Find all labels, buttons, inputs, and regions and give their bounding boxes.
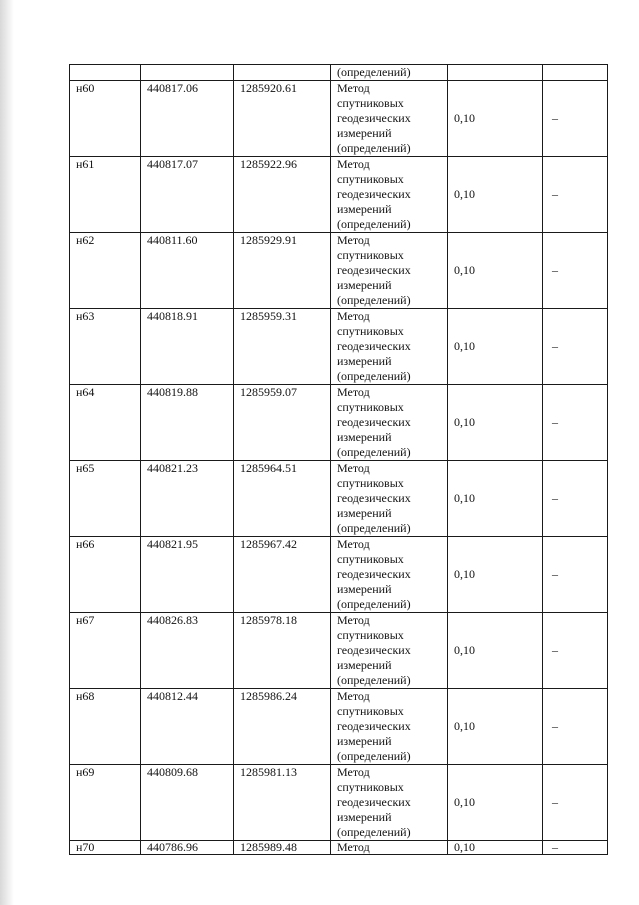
cell-method bbox=[331, 309, 448, 385]
method-line: (определений) bbox=[337, 597, 411, 611]
cell-point: н70 bbox=[70, 841, 141, 855]
table-row-partial bbox=[70, 841, 608, 855]
cell-method: Метод bbox=[331, 841, 448, 855]
cell-method bbox=[331, 613, 448, 689]
cell-point: н63 bbox=[70, 309, 141, 385]
method-line: (определений) bbox=[337, 673, 411, 687]
method-line: спутниковых bbox=[337, 704, 404, 718]
cell-method bbox=[331, 537, 448, 613]
table-row bbox=[70, 385, 608, 461]
document-page bbox=[69, 64, 607, 854]
method-line: (определений) bbox=[337, 825, 411, 839]
method-line: геодезических bbox=[337, 339, 411, 353]
method-line: спутниковых bbox=[337, 628, 404, 642]
method-line: Метод bbox=[337, 385, 370, 399]
cell-method bbox=[331, 765, 448, 841]
cell-accuracy: 0,10 bbox=[448, 765, 543, 841]
cell-point: н66 bbox=[70, 537, 141, 613]
cell-accuracy: 0,10 bbox=[448, 233, 543, 309]
cell-y bbox=[234, 65, 331, 81]
cell-method: (определений) bbox=[331, 65, 448, 81]
method-line: измерений bbox=[337, 506, 392, 520]
cell-accuracy: 0,10 bbox=[448, 841, 543, 855]
cell-x: 440821.23 bbox=[141, 461, 234, 537]
table-row bbox=[70, 233, 608, 309]
cell-method bbox=[331, 385, 448, 461]
method-line: (определений) bbox=[337, 521, 411, 535]
cell-note: – bbox=[543, 537, 608, 613]
cell-method bbox=[331, 233, 448, 309]
method-line: геодезических bbox=[337, 567, 411, 581]
cell-y: 1285981.13 bbox=[234, 765, 331, 841]
cell-point: н64 bbox=[70, 385, 141, 461]
coordinates-table-body bbox=[70, 65, 608, 855]
method-line: измерений bbox=[337, 278, 392, 292]
method-line: спутниковых bbox=[337, 96, 404, 110]
method-line: геодезических bbox=[337, 111, 411, 125]
cell-y: 1285922.96 bbox=[234, 157, 331, 233]
method-line: спутниковых bbox=[337, 476, 404, 490]
scan-shadow bbox=[0, 0, 14, 905]
cell-note: – bbox=[543, 613, 608, 689]
cell-method bbox=[331, 81, 448, 157]
table-row bbox=[70, 613, 608, 689]
method-line: измерений bbox=[337, 582, 392, 596]
method-line: Метод bbox=[337, 157, 370, 171]
cell-accuracy: 0,10 bbox=[448, 461, 543, 537]
method-line: геодезических bbox=[337, 415, 411, 429]
cell-accuracy: 0,10 bbox=[448, 157, 543, 233]
cell-x: 440812.44 bbox=[141, 689, 234, 765]
cell-y: 1285964.51 bbox=[234, 461, 331, 537]
cell-y: 1285986.24 bbox=[234, 689, 331, 765]
cell-note bbox=[543, 65, 608, 81]
table-row bbox=[70, 461, 608, 537]
cell-y: 1285920.61 bbox=[234, 81, 331, 157]
method-line: Метод bbox=[337, 689, 370, 703]
method-line: спутниковых bbox=[337, 780, 404, 794]
cell-x: 440818.91 bbox=[141, 309, 234, 385]
method-line: спутниковых bbox=[337, 172, 404, 186]
cell-accuracy: 0,10 bbox=[448, 613, 543, 689]
cell-y: 1285967.42 bbox=[234, 537, 331, 613]
method-line: Метод bbox=[337, 461, 370, 475]
cell-x: 440811.60 bbox=[141, 233, 234, 309]
method-line: геодезических bbox=[337, 187, 411, 201]
method-line: измерений bbox=[337, 658, 392, 672]
method-line: Метод bbox=[337, 233, 370, 247]
method-line: геодезических bbox=[337, 795, 411, 809]
cell-method bbox=[331, 689, 448, 765]
method-line: Метод bbox=[337, 765, 370, 779]
method-line: Метод bbox=[337, 309, 370, 323]
cell-point bbox=[70, 65, 141, 81]
cell-accuracy bbox=[448, 65, 543, 81]
cell-method bbox=[331, 461, 448, 537]
cell-y: 1285959.31 bbox=[234, 309, 331, 385]
table-row-continued bbox=[70, 65, 608, 81]
table-row bbox=[70, 157, 608, 233]
table-row bbox=[70, 309, 608, 385]
method-line: измерений bbox=[337, 354, 392, 368]
cell-y: 1285929.91 bbox=[234, 233, 331, 309]
method-line: Метод bbox=[337, 81, 370, 95]
cell-y: 1285989.48 bbox=[234, 841, 331, 855]
method-line: (определений) bbox=[337, 445, 411, 459]
cell-x: 440826.83 bbox=[141, 613, 234, 689]
cell-x: 440809.68 bbox=[141, 765, 234, 841]
method-line: (определений) bbox=[337, 141, 411, 155]
cell-x: 440786.96 bbox=[141, 841, 234, 855]
cell-x bbox=[141, 65, 234, 81]
method-line: измерений bbox=[337, 126, 392, 140]
cell-point: н62 bbox=[70, 233, 141, 309]
cell-note: – bbox=[543, 689, 608, 765]
cell-accuracy: 0,10 bbox=[448, 537, 543, 613]
cell-accuracy: 0,10 bbox=[448, 309, 543, 385]
cell-note: – bbox=[543, 309, 608, 385]
method-line: спутниковых bbox=[337, 552, 404, 566]
cell-method bbox=[331, 157, 448, 233]
table-row bbox=[70, 537, 608, 613]
cell-x: 440821.95 bbox=[141, 537, 234, 613]
cell-accuracy: 0,10 bbox=[448, 689, 543, 765]
method-line: Метод bbox=[337, 537, 370, 551]
cell-point: н65 bbox=[70, 461, 141, 537]
cell-x: 440819.88 bbox=[141, 385, 234, 461]
cell-y: 1285978.18 bbox=[234, 613, 331, 689]
cell-note: – bbox=[543, 765, 608, 841]
cell-point: н61 bbox=[70, 157, 141, 233]
table-row bbox=[70, 765, 608, 841]
method-line: (определений) bbox=[337, 217, 411, 231]
cell-note: – bbox=[543, 233, 608, 309]
method-line: (определений) bbox=[337, 369, 411, 383]
method-line: измерений bbox=[337, 734, 392, 748]
cell-x: 440817.06 bbox=[141, 81, 234, 157]
cell-note: – bbox=[543, 81, 608, 157]
method-line: спутниковых bbox=[337, 400, 404, 414]
method-line: (определений) bbox=[337, 293, 411, 307]
method-line: (определений) bbox=[337, 749, 411, 763]
method-line: геодезических bbox=[337, 643, 411, 657]
method-line: Метод bbox=[337, 613, 370, 627]
table-row bbox=[70, 689, 608, 765]
method-line: измерений bbox=[337, 810, 392, 824]
cell-point: н60 bbox=[70, 81, 141, 157]
cell-note: – bbox=[543, 157, 608, 233]
cell-note: – bbox=[543, 385, 608, 461]
cell-accuracy: 0,10 bbox=[448, 385, 543, 461]
method-line: спутниковых bbox=[337, 324, 404, 338]
cell-accuracy: 0,10 bbox=[448, 81, 543, 157]
cell-point: н67 bbox=[70, 613, 141, 689]
cell-x: 440817.07 bbox=[141, 157, 234, 233]
cell-note: – bbox=[543, 461, 608, 537]
method-line: геодезических bbox=[337, 491, 411, 505]
cell-point: н68 bbox=[70, 689, 141, 765]
method-line: спутниковых bbox=[337, 248, 404, 262]
method-line: геодезических bbox=[337, 719, 411, 733]
method-line: измерений bbox=[337, 430, 392, 444]
table-row bbox=[70, 81, 608, 157]
cell-note: – bbox=[543, 841, 608, 855]
coordinates-table bbox=[69, 64, 608, 855]
method-line: измерений bbox=[337, 202, 392, 216]
cell-y: 1285959.07 bbox=[234, 385, 331, 461]
cell-point: н69 bbox=[70, 765, 141, 841]
method-line: геодезических bbox=[337, 263, 411, 277]
